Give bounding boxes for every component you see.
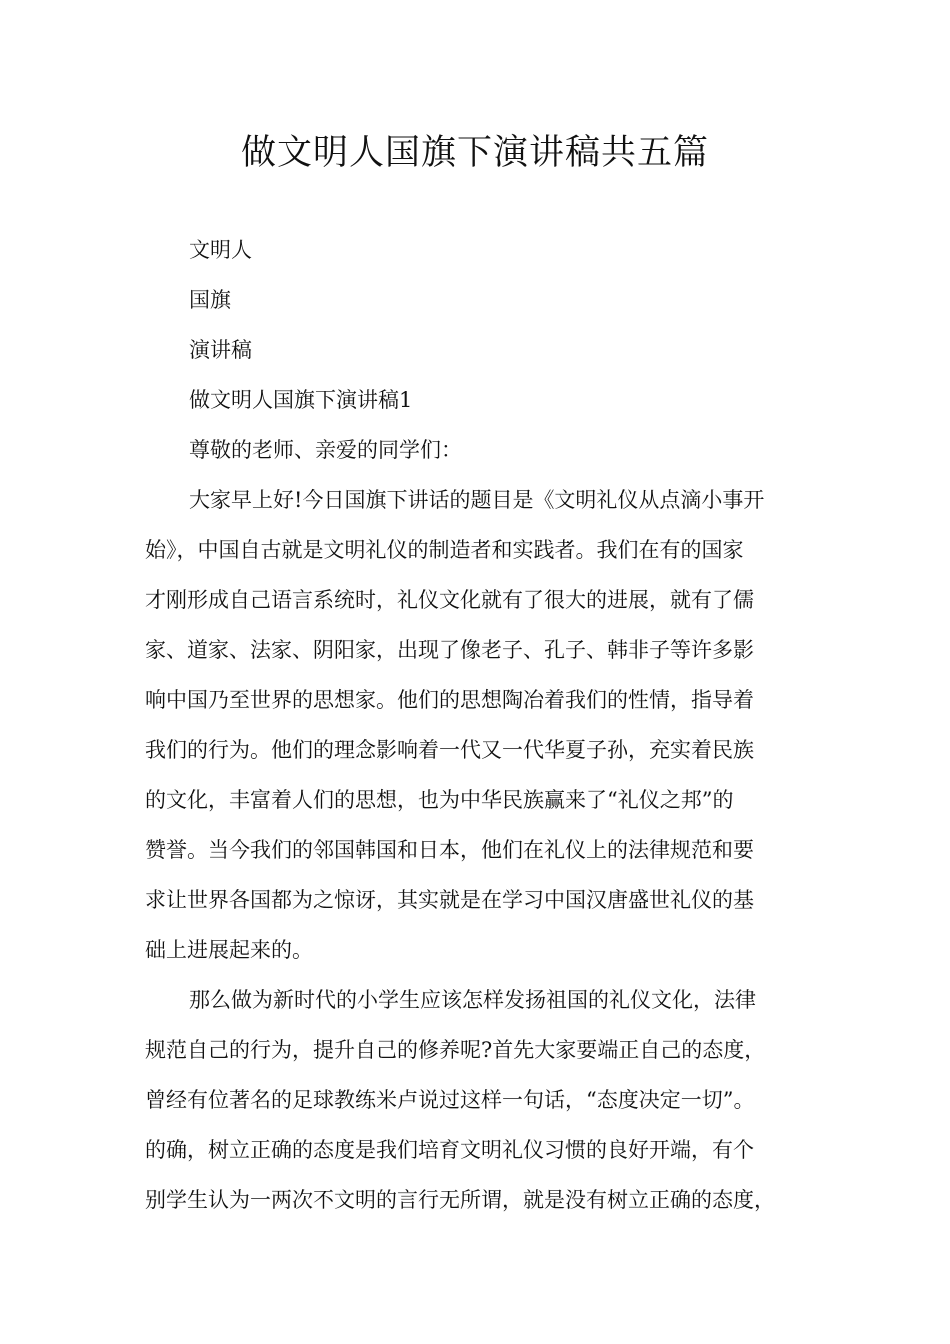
paragraph-line: 别学生认为一两次不文明的言行无所谓，就是没有树立正确的态度，	[145, 1188, 775, 1212]
keyword-line: 演讲稿	[189, 338, 252, 362]
paragraph-line: 求让世界各国都为之惊讶，其实就是在学习中国汉唐盛世礼仪的基	[145, 888, 754, 912]
section-heading: 做文明人国旗下演讲稿1	[189, 388, 413, 412]
paragraph-line: 始》，中国自古就是文明礼仪的制造者和实践者。我们在有的国家	[145, 538, 744, 562]
paragraph-line: 响中国乃至世界的思想家。他们的思想陶冶着我们的性情，指导着	[145, 688, 754, 712]
paragraph-line: 才刚形成自己语言系统时，礼仪文化就有了很大的进展，就有了儒	[145, 588, 754, 612]
paragraph-line: 我们的行为。他们的理念影响着一代又一代华夏子孙，充实着民族	[145, 738, 754, 762]
paragraph-line: 赞誉。当今我们的邻国韩国和日本，他们在礼仪上的法律规范和要	[145, 838, 754, 862]
paragraph-line: 家、道家、法家、阴阳家，出现了像老子、孔子、韩非子等许多影	[145, 638, 754, 662]
paragraph-line: 大家早上好!今日国旗下讲话的题目是《文明礼仪从点滴小事开	[189, 488, 765, 512]
paragraph-line: 曾经有位著名的足球教练米卢说过这样一句话，“态度决定一切”。	[145, 1088, 755, 1112]
keyword-line: 文明人	[189, 238, 252, 262]
paragraph-line: 那么做为新时代的小学生应该怎样发扬祖国的礼仪文化，法律	[189, 988, 756, 1012]
salutation: 尊敬的老师、亲爱的同学们：	[189, 438, 462, 462]
document-title: 做文明人国旗下演讲稿共五篇	[240, 133, 709, 173]
paragraph-line: 的确，树立正确的态度是我们培育文明礼仪习惯的良好开端，有个	[145, 1138, 754, 1162]
keyword-line: 国旗	[189, 288, 231, 312]
paragraph-line: 础上进展起来的。	[145, 938, 313, 962]
paragraph-line: 的文化，丰富着人们的思想，也为中华民族赢来了“礼仪之邦”的	[145, 788, 734, 812]
paragraph-line: 规范自己的行为，提升自己的修养呢?首先大家要端正自己的态度，	[145, 1038, 766, 1062]
